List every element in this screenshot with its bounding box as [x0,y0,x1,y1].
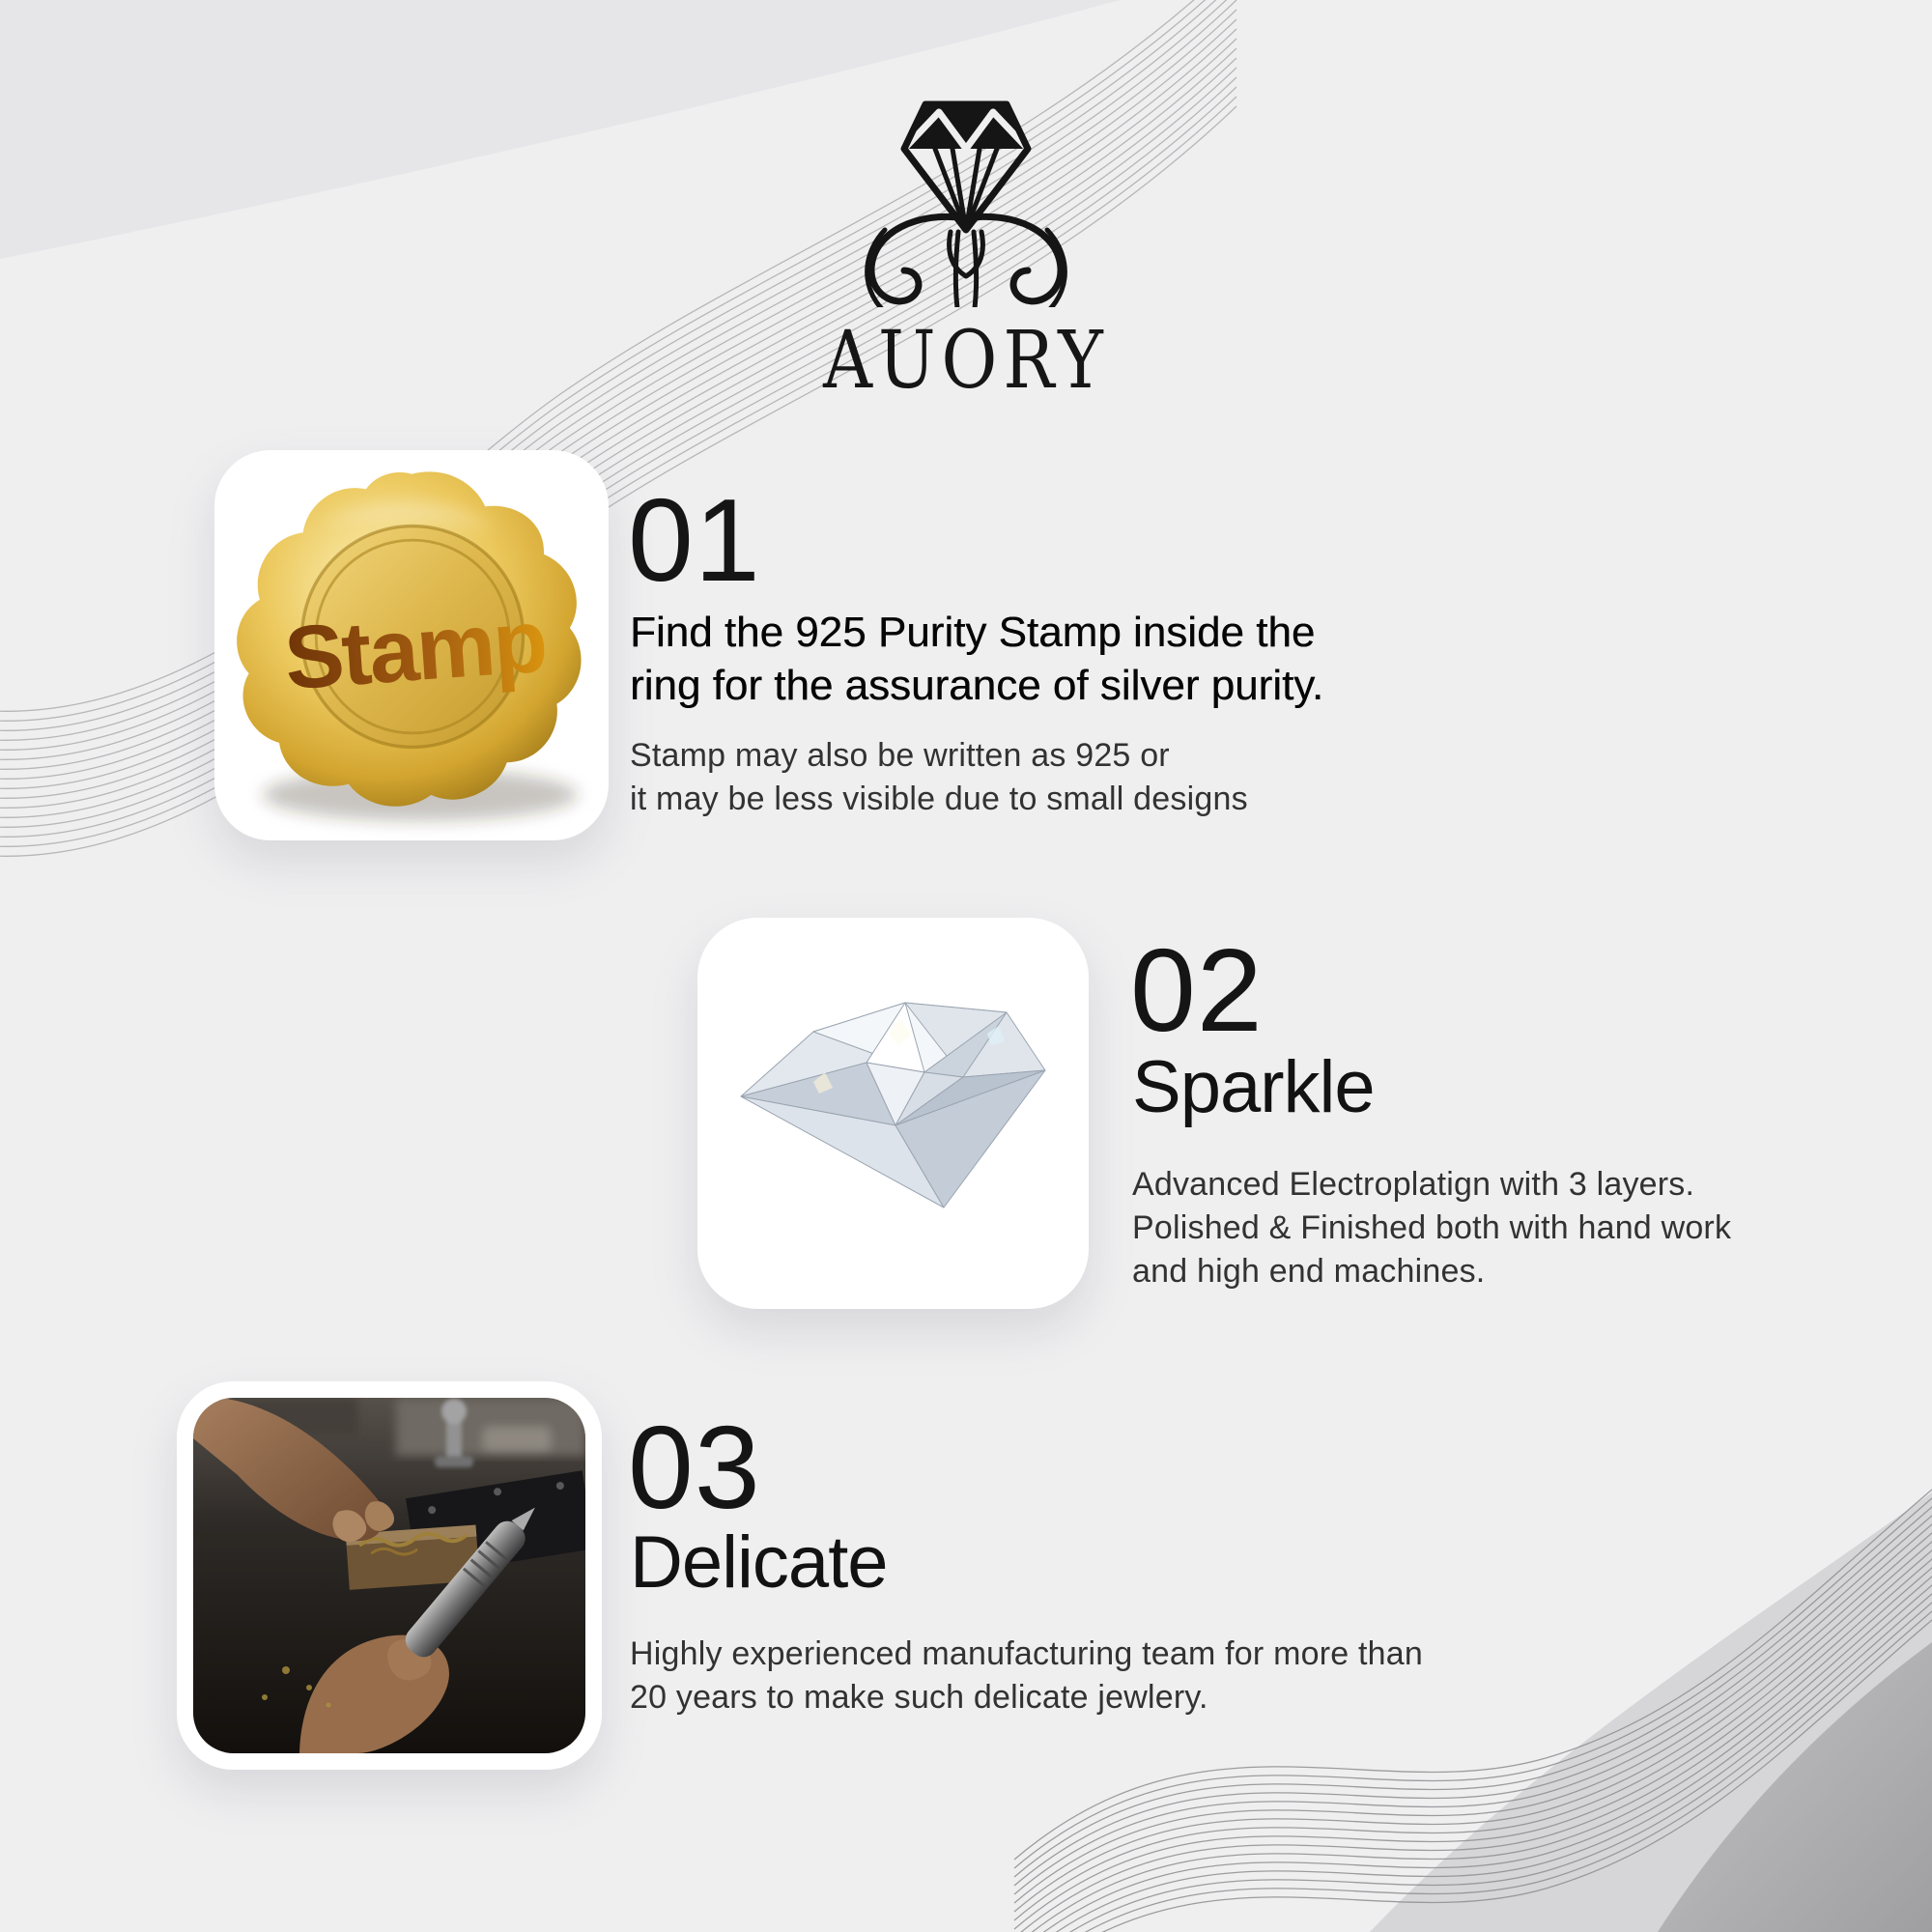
body-line: Advanced Electroplatign with 3 layers. [1132,1166,1695,1203]
note-line: Stamp may also be written as 925 or [630,737,1170,774]
heading-line: ring for the assurance of silver purity. [630,661,1324,709]
gold-wax-seal-image [214,450,609,840]
section-01-heading [630,607,1422,712]
section-03-title: Delicate [630,1521,888,1604]
section-02-title: Sparkle [1132,1046,1375,1128]
stamp-image-card [214,450,609,840]
diamond-image-card [697,918,1089,1309]
note-line: it may be less visible due to small designs [630,780,1248,817]
body-line: 20 years to make such delicate jewlery. [630,1678,1208,1716]
section-02-number: 02 [1130,924,1264,1056]
heading-line: Find the 925 Purity Stamp inside the [630,609,1316,656]
brand-name: AUORY [823,315,1109,407]
brand-logo-diamond-icon [850,85,1082,307]
stamp-word: Stamp [281,590,549,709]
body-line: Highly experienced manufacturing team for more than [630,1635,1423,1672]
section-01-note [630,734,1248,821]
section-03-number: 03 [628,1402,761,1533]
diamond-image [697,918,1089,1309]
crafting-photo-card [177,1381,602,1770]
crafting-photo [193,1398,585,1753]
section-01-number: 01 [628,474,761,606]
section-02-body [1132,1163,1731,1293]
section-03-body [630,1633,1423,1719]
body-line: Polished & Finished both with hand work [1132,1208,1732,1246]
body-line: and high end machines. [1132,1252,1486,1290]
